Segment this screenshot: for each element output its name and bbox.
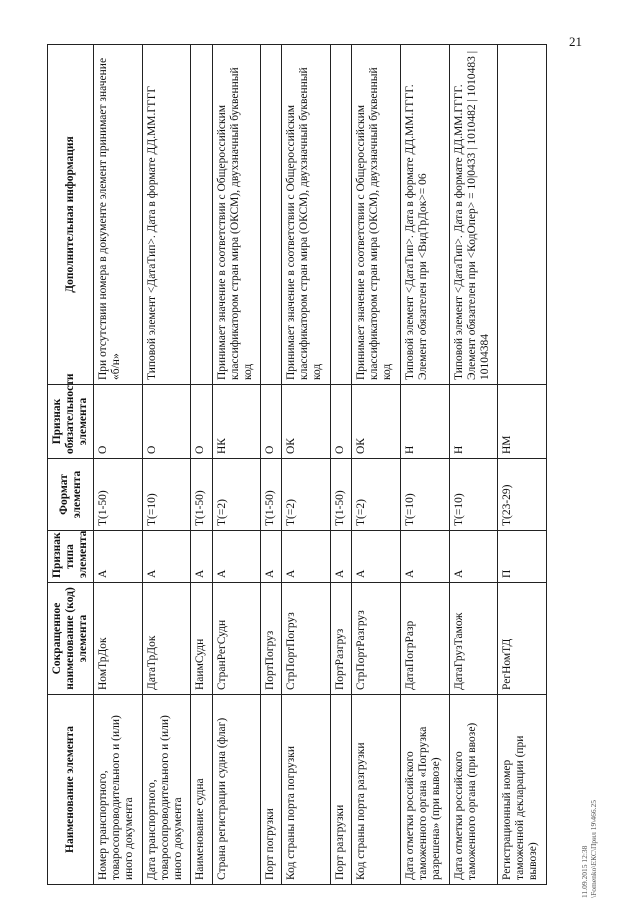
cell-element-type: А bbox=[191, 531, 212, 583]
cell-element-format: Т(1-50) bbox=[191, 459, 212, 531]
cell-element-code: СтрПортРазгруз bbox=[352, 583, 401, 695]
element-table bbox=[47, 44, 547, 885]
cell-additional-info: Принимает значение в соответствии с Общероссийским классификатором стран мира (ОКСМ), двухзначный буквенный код bbox=[212, 45, 261, 385]
cell-element-required: Н bbox=[400, 385, 449, 459]
cell-additional-info: При отсутствии номера в документе элемент принимает значение «б/н» bbox=[94, 45, 143, 385]
cell-element-name: Наименование судна bbox=[191, 695, 212, 885]
cell-element-required: ОК bbox=[352, 385, 401, 459]
cell-element-required: ОК bbox=[282, 385, 331, 459]
header-element-name: Наименование элемента bbox=[48, 695, 94, 885]
cell-element-type: А bbox=[331, 531, 352, 583]
cell-element-name: Код страны порта разгрузки bbox=[352, 695, 401, 885]
cell-additional-info: Типовой элемент <ДатаТип>. Дата в формате ДД.ММ.ГГГГ. Элемент обязателен при <КодОпер> = 10|0433 | 1010482 | 1010483 | 10104384 bbox=[449, 45, 498, 385]
cell-element-required: О bbox=[331, 385, 352, 459]
cell-element-type: А bbox=[142, 531, 191, 583]
cell-element-required: О bbox=[94, 385, 143, 459]
table-row bbox=[191, 45, 212, 885]
cell-element-code: НомТрДок bbox=[94, 583, 143, 695]
cell-element-name: Код страны порта погрузки bbox=[282, 695, 331, 885]
cell-element-code: ДатаГрузТамож bbox=[449, 583, 498, 695]
table-row bbox=[352, 45, 401, 885]
cell-element-code: ДатаПогрРазр bbox=[400, 583, 449, 695]
rotated-table-container bbox=[47, 45, 547, 885]
cell-element-type: А bbox=[400, 531, 449, 583]
cell-element-name: Дата транспортного, товаросопроводительного и (или) иного документа bbox=[142, 695, 191, 885]
cell-element-required: О bbox=[261, 385, 282, 459]
table-row bbox=[212, 45, 261, 885]
table-row bbox=[331, 45, 352, 885]
cell-element-format: Т(=10) bbox=[142, 459, 191, 531]
cell-element-required: О bbox=[142, 385, 191, 459]
cell-element-format: Т(23-29) bbox=[498, 459, 547, 531]
cell-element-name: Страна регистрации судна (флаг) bbox=[212, 695, 261, 885]
cell-element-format: Т(=2) bbox=[352, 459, 401, 531]
table-header-row bbox=[48, 45, 94, 885]
table-row bbox=[94, 45, 143, 885]
cell-element-format: Т(1-50) bbox=[94, 459, 143, 531]
table-row bbox=[282, 45, 331, 885]
cell-element-code: СтрПортПогруз bbox=[282, 583, 331, 695]
table-body bbox=[94, 45, 547, 885]
footer-line-2: \Fomenko\ЕКС\Прил 19\466.25 bbox=[589, 800, 598, 898]
cell-element-type: А bbox=[212, 531, 261, 583]
cell-element-name: Дата отметки российского таможенного органа «Погрузка разрешена» (при вывозе) bbox=[400, 695, 449, 885]
cell-element-required: НК bbox=[212, 385, 261, 459]
cell-element-required: О bbox=[191, 385, 212, 459]
cell-element-type: П bbox=[498, 531, 547, 583]
header-element-required: Признак обязательности элемента bbox=[48, 385, 94, 459]
header-additional-info: Дополнительная информация bbox=[48, 45, 94, 385]
cell-element-type: А bbox=[352, 531, 401, 583]
table-row bbox=[498, 45, 547, 885]
table-row bbox=[142, 45, 191, 885]
cell-element-format: Т(=2) bbox=[212, 459, 261, 531]
cell-additional-info bbox=[498, 45, 547, 385]
cell-element-format: Т(=2) bbox=[282, 459, 331, 531]
footer-stamp bbox=[578, 800, 638, 900]
header-element-format: Формат элемента bbox=[48, 459, 94, 531]
cell-element-code: СтранРегСудн bbox=[212, 583, 261, 695]
cell-element-name: Регистрационный номер таможенной декларации (при вывозе) bbox=[498, 695, 547, 885]
cell-element-type: А bbox=[261, 531, 282, 583]
cell-element-format: Т(=10) bbox=[400, 459, 449, 531]
cell-element-name: Номер транспортного, товаросопроводительного и (или) иного документа bbox=[94, 695, 143, 885]
cell-additional-info: Типовой элемент <ДатаТип>. Дата в формате ДД.ММ.ГГГГ bbox=[142, 45, 191, 385]
cell-element-code: ПортРазгруз bbox=[331, 583, 352, 695]
cell-element-name: Порт разгрузки bbox=[331, 695, 352, 885]
cell-element-type: А bbox=[449, 531, 498, 583]
cell-element-code: ПортПогруз bbox=[261, 583, 282, 695]
cell-element-type: А bbox=[282, 531, 331, 583]
page-number: 21 bbox=[569, 34, 582, 49]
cell-element-required: НМ bbox=[498, 385, 547, 459]
cell-element-code: НаимСудн bbox=[191, 583, 212, 695]
cell-additional-info: Принимает значение в соответствии с Общероссийским классификатором стран мира (ОКСМ), двухзначный буквенный код bbox=[282, 45, 331, 385]
cell-element-type: А bbox=[94, 531, 143, 583]
cell-additional-info bbox=[331, 45, 352, 385]
table-row bbox=[400, 45, 449, 885]
cell-element-format: Т(1-50) bbox=[261, 459, 282, 531]
cell-additional-info: Принимает значение в соответствии с Общероссийским классификатором стран мира (ОКСМ), двухзначный буквенный код bbox=[352, 45, 401, 385]
cell-additional-info bbox=[261, 45, 282, 385]
cell-element-code: РегНомТД bbox=[498, 583, 547, 695]
cell-element-name: Порт погрузки bbox=[261, 695, 282, 885]
footer-line-1: 11.09.2015 12:38 bbox=[580, 845, 589, 898]
cell-element-format: Т(=10) bbox=[449, 459, 498, 531]
cell-additional-info bbox=[191, 45, 212, 385]
table-row bbox=[449, 45, 498, 885]
cell-element-format: Т(1-50) bbox=[331, 459, 352, 531]
cell-element-code: ДатаТрДок bbox=[142, 583, 191, 695]
header-element-type: Признак типа элемента bbox=[48, 531, 94, 583]
table-row bbox=[261, 45, 282, 885]
cell-element-required: Н bbox=[449, 385, 498, 459]
cell-element-name: Дата отметки российского таможенного органа (при ввозе) bbox=[449, 695, 498, 885]
cell-additional-info: Типовой элемент <ДатаТип>. Дата в формате ДД.ММ.ГГГГ. Элемент обязателен при <ВидТрДок>= 06 bbox=[400, 45, 449, 385]
header-element-code: Сокращенное наименование (код) элемента bbox=[48, 583, 94, 695]
